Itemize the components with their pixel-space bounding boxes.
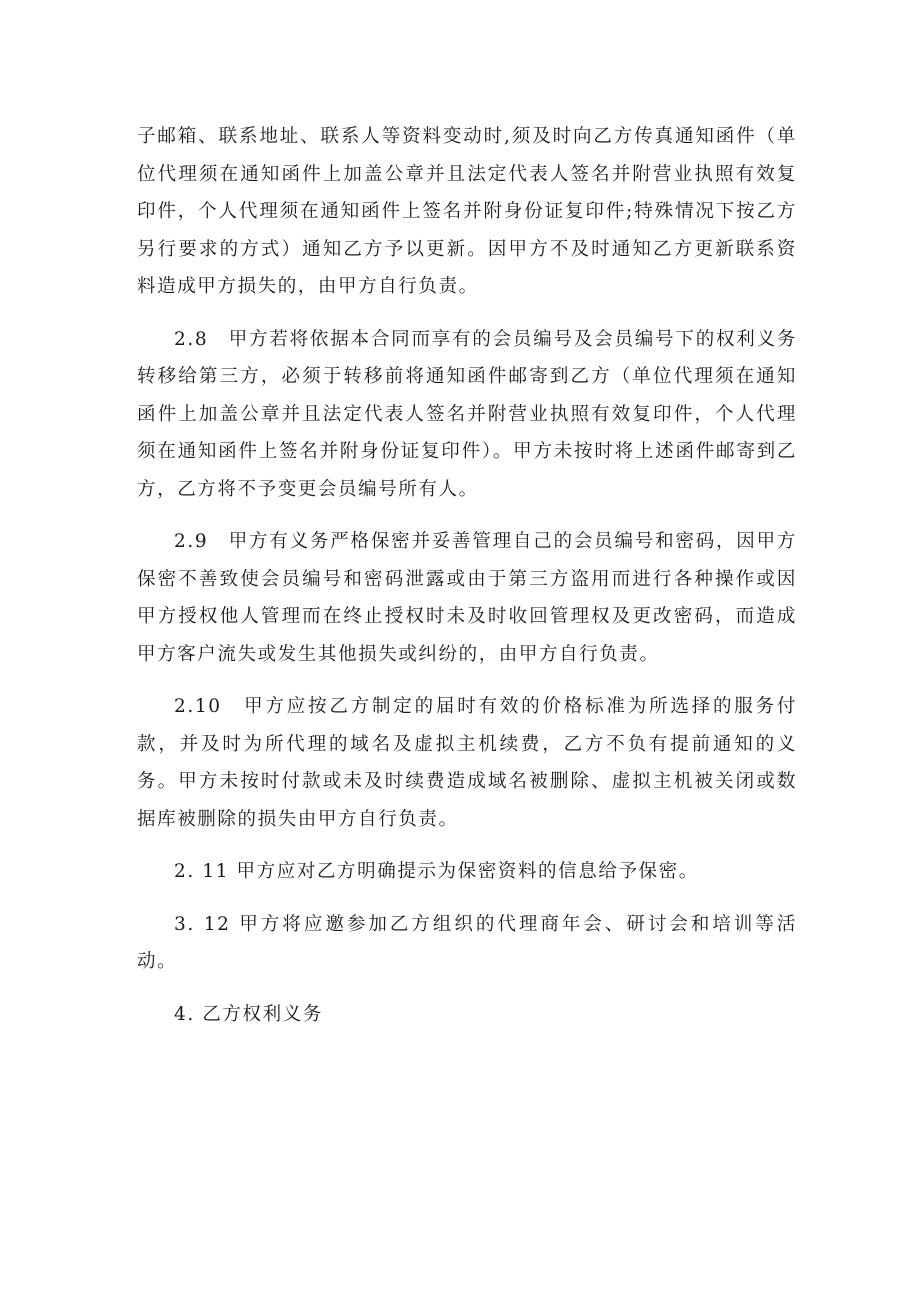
paragraph-contact-update: 子邮箱、联系地址、联系人等资料变动时,须及时向乙方传真通知函件（单位代理须在通知函件上加盖公章并且法定代表人签名并附营业执照有效复印件，个人代理须在通知函件上签名并附身份证复印件;特殊情况下按乙方另行要求的方式）通知乙方予以更新。因甲方不及时通知乙方更新联系资料造成甲方损失的，由甲方自行负责。 [137,126,797,297]
section-heading-4: 4. 乙方权利义务 [174,1003,323,1025]
paragraph-2-11: 2. 11 甲方应对乙方明确提示为保密资料的信息给予保密。 [174,861,699,882]
paragraph-2-8: 2.8 甲方若将依据本合同而享有的会员编号及会员编号下的权利义务转移给第三方，必须于转移前将通知函件邮寄到乙方（单位代理须在通知函件上加盖公章并且法定代表人签名并附营业执照有效复印件，个人代理须在通知函件上签名并附身份证复印件）。甲方未按时将上述函件邮寄到乙方，乙方将不予变更会员编号所有人。 [137,328,797,500]
document-body [137,118,797,1048]
paragraph-2-10: 2.10 甲方应按乙方制定的届时有效的价格标准为所选择的服务付款，并及时为所代理的域名及虚拟主机续费，乙方不负有提前通知的义务。甲方未按时付款或未及时续费造成域名被删除、虚拟主机被关闭或数据库被删除的损失由甲方自行负责。 [137,696,797,830]
paragraph-2-9: 2.9 甲方有义务严格保密并妥善管理自己的会员编号和密码，因甲方保密不善致使会员编号和密码泄露或由于第三方盗用而进行各种操作或因甲方授权他人管理而在终止授权时未及时收回管理权及更改密码，而造成甲方客户流失或发生其他损失或纠纷的，由甲方自行负责。 [137,531,797,665]
paragraph-3-12: 3. 12 甲方将应邀参加乙方组织的代理商年会、研讨会和培训等活动。 [137,913,797,972]
